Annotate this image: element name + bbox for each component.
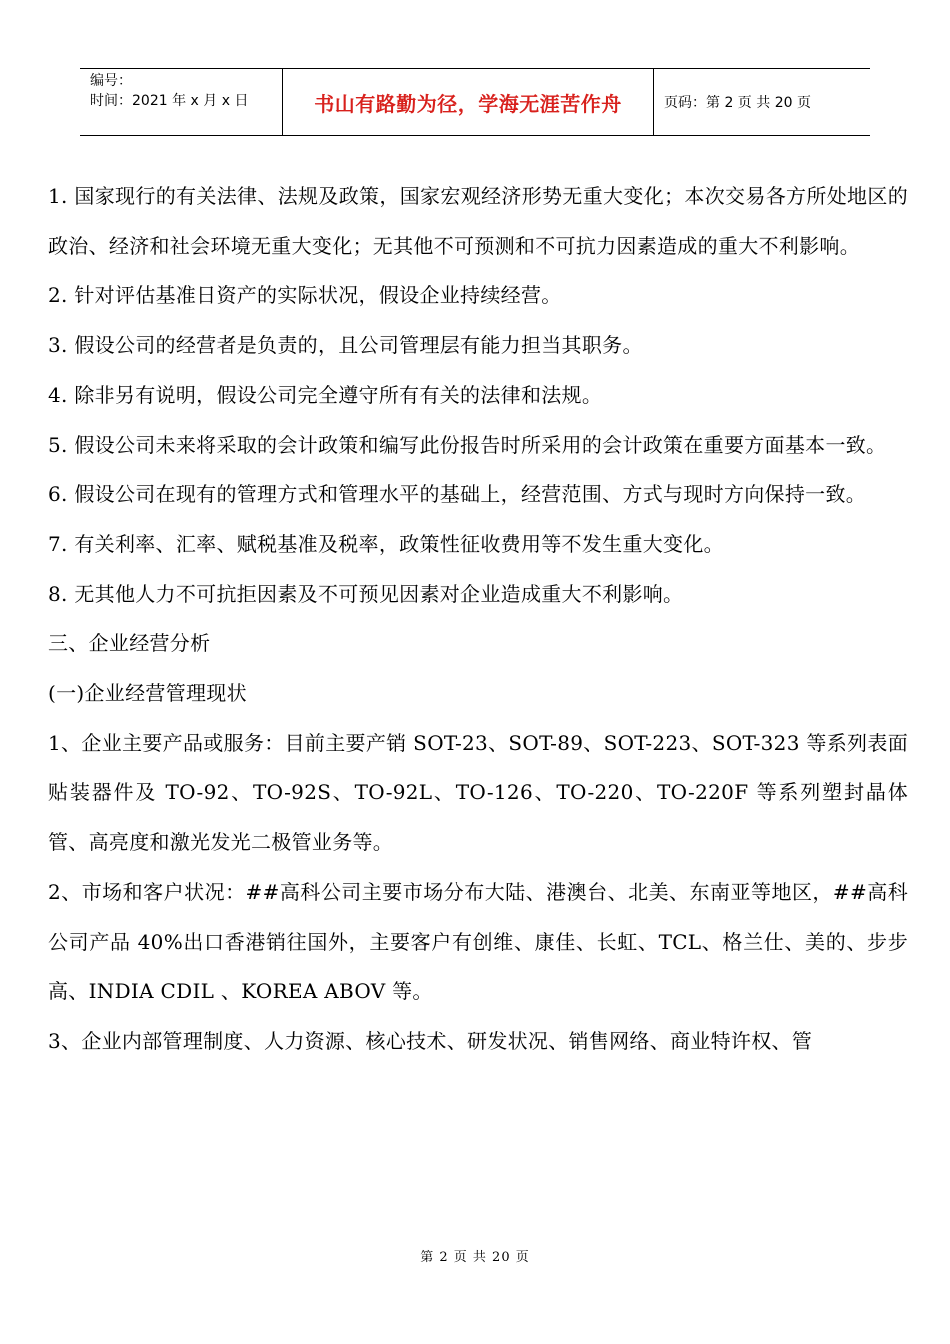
page-info-text: 页码：第 2 页 共 20 页 — [664, 95, 811, 111]
document-body — [48, 172, 908, 1067]
paragraph-assumption-7: 7. 有关利率、汇率、赋税基准及税率，政策性征收费用等不发生重大变化。 — [48, 531, 724, 556]
number-label: 编号： — [90, 73, 132, 89]
paragraph-products: 1、企业主要产品或服务：目前主要产销 SOT-23、SOT-89、SOT-223、SOT-323 等系列表面贴装器件及 TO-92、TO-92S、TO-92L、TO-126、TO-220、TO-220F 等系列塑封晶体管、高亮度和激光发光二极管业务等。 — [48, 730, 908, 855]
document-header — [80, 68, 870, 136]
paragraph-assumption-4: 4. 除非另有说明，假设公司完全遵守所有有关的法律和法规。 — [48, 382, 603, 407]
subsection-heading: (一)企业经营管理现状 — [48, 681, 247, 706]
time-label: 时间：2021 年 x 月 x 日 — [90, 93, 249, 109]
header-meta — [80, 69, 282, 135]
paragraph-assumption-3: 3. 假设公司的经营者是负责的，且公司管理层有能力担当其职务。 — [48, 333, 643, 358]
header-motto — [282, 69, 654, 135]
header-page-info — [654, 69, 870, 135]
paragraph-assumption-8: 8. 无其他人力不可抗拒因素及不可预见因素对企业造成重大不利影响。 — [48, 581, 684, 606]
paragraph-assumption-6: 6. 假设公司在现有的管理方式和管理水平的基础上，经营范围、方式与现时方向保持一致。 — [48, 482, 867, 507]
page-footer: 第 2 页 共 20 页 — [420, 1250, 530, 1265]
paragraph-assumption-2: 2. 针对评估基准日资产的实际状况，假设企业持续经营。 — [48, 283, 562, 308]
paragraph-assumption-5: 5. 假设公司未来将采取的会计政策和编写此份报告时所采用的会计政策在重要方面基本一致。 — [48, 432, 887, 457]
motto-text: 书山有路勤为径，学海无涯苦作舟 — [314, 91, 622, 116]
section-heading: 三、企业经营分析 — [48, 631, 211, 656]
paragraph-assumption-1: 1. 国家现行的有关法律、法规及政策，国家宏观经济形势无重大变化；本次交易各方所处地区的政治、经济和社会环境无重大变化；无其他不可预测和不可抗力因素造成的重大不利影响。 — [48, 184, 908, 258]
paragraph-market: 2、市场和客户状况：##高科公司主要市场分布大陆、港澳台、北美、东南亚等地区，##高科公司产品 40%出口香港销往国外，主要客户有创维、康佳、长虹、TCL、格兰仕、美的、步步高、INDIA CDIL 、KOREA ABOV 等。 — [48, 879, 908, 1004]
paragraph-management: 3、企业内部管理制度、人力资源、核心技术、研发状况、销售网络、商业特许权、管 — [48, 1028, 813, 1053]
